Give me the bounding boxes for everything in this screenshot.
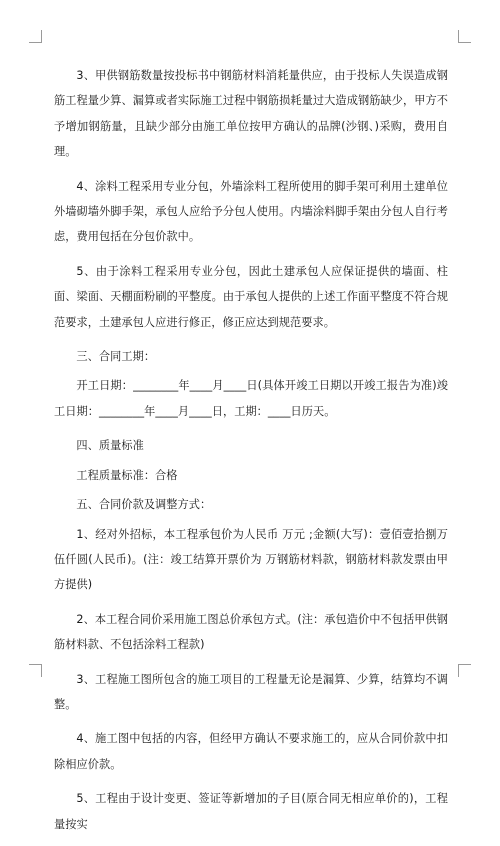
paragraph-steel-supply: 3、甲供钢筋数量按投标书中钢筋材料消耗量供应，由于投标人失误造成钢筋工程量少算、漏算或者实际施工过程中钢筋损耗量过大造成钢筋缺少，甲方不予增加钢筋量，且缺少部分由施工单位按甲方确认的品牌(沙钢、)采购，费用自理。: [54, 69, 448, 159]
section-heading-contract-period: 三、合同工期：: [76, 350, 156, 364]
paragraph-design-change: 5、工程由于设计变更、签证等新增加的子目(原合同无相应单价的)，工程量按实: [54, 792, 448, 831]
section-heading-contract-price: 五、合同价款及调整方式：: [76, 498, 212, 512]
paragraph-contract-price: 1、经对外招标，本工程承包价为人民币 万元 ;金额(大写)：壹佰壹拾捌万伍仟圆(人民币)。(注：竣工结算开票价为 万钢筋材料款，钢筋材料款发票由甲方提供): [54, 527, 448, 592]
section-heading-quality-standard: 四、质量标准: [76, 439, 144, 453]
crop-mark-top-left: [29, 30, 42, 43]
document-body: [54, 63, 448, 846]
paragraph-coating-subcontract: 4、涂料工程采用专业分包，外墙涂料工程所使用的脚手架可利用土建单位外墙砌墙外脚手架，承包人应给予分包人使用。内墙涂料脚手架由分包人自行考虑，费用包括在分包价款中。: [54, 179, 448, 244]
paragraph-surface-flatness: 5、由于涂料工程采用专业分包，因此土建承包人应保证提供的墙面、柱面、梁面、天棚面粉刷的平整度。由于承包人提供的上述工作面平整度不符合规范要求，土建承包人应进行修正，修正应达到规范要求。: [54, 264, 448, 329]
crop-mark-bottom-left: [29, 664, 42, 677]
crop-mark-bottom-right: [458, 664, 471, 677]
crop-mark-top-right: [458, 30, 471, 43]
paragraph-quantity-no-adjust: 3、工程施工图所包含的施工项目的工程量无论是漏算、少算，结算均不调整。: [54, 672, 448, 711]
paragraph-deduction: 4、施工图中包括的内容，但经甲方确认不要求施工的，应从合同价款中扣除相应价款。: [54, 732, 448, 771]
paragraph-quality-standard: 工程质量标准：合格: [76, 468, 178, 482]
paragraph-lump-sum-method: 2、本工程合同价采用施工图总价承包方式。(注：承包造价中不包括甲供钢筋材料款、不包括涂料工程款): [54, 612, 448, 652]
paragraph-start-completion-dates: 开工日期：________年____月____日(具体开竣工日期以开竣工报告为准)竣工日期：________年____月____日，工期：____日历天。: [54, 379, 448, 418]
